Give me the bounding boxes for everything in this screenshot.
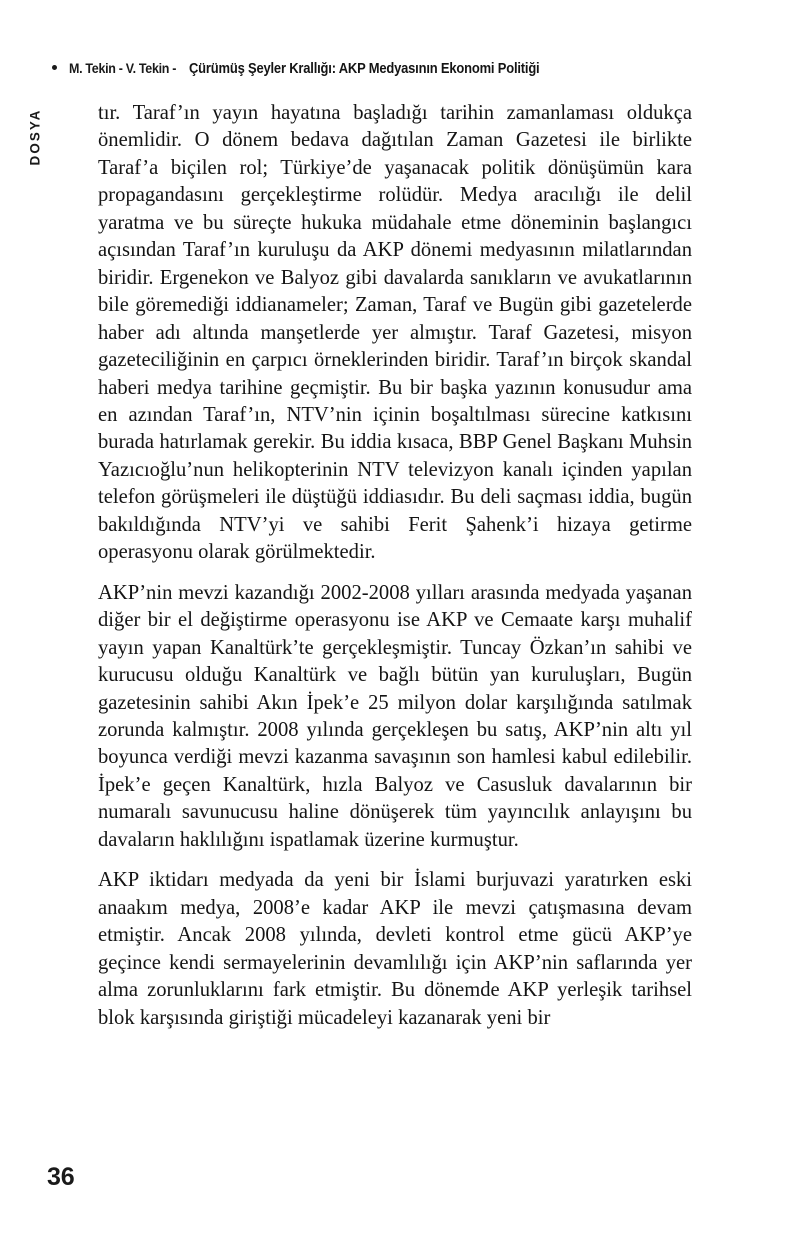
body-paragraph: AKP iktidarı medyada da yeni bir İslami burjuvazi yaratırken eski anaakım medya, 2008’e kadar AKP ile mevzi çatışmasına devam etmiştir. Ancak 2008 yılında, devleti kontrol etme gücü AKP’ye geçince kendi sermayelerinin devamlılığı için AKP’nin saflarında yer alma zorunluklarını fark etmiştir. Bu dönemde AKP yerleşik tarihsel blok karşısında giriştiği mücadeleyi kazanarak yeni bir: [98, 869, 692, 1029]
header-authors: M. Tekin - V. Tekin -: [69, 61, 177, 77]
body-text-column: [98, 100, 692, 1032]
bullet-dot-icon: [52, 65, 57, 70]
body-paragraph: tır. Taraf’ın yayın hayatına başladığı tarihin zamanlaması oldukça önemlidir. O dönem bedava dağıtılan Zaman Gazetesi ile birlikte Taraf’a biçilen rol; Türkiye’de yaşanacak politik dönüşümün kara propagandasını gerçekleştirme rolüdür. Medya aracılığı ile delil yaratma ve bu süreçte hukuka müdahale etme döneminin başlangıcı açısından Taraf’ın kuruluşu da AKP dönemi medyasının milatlarından biridir. Ergenekon ve Balyoz gibi davalarda sanıkların ve avukatlarının bile göremediği iddianameler; Zaman, Taraf ve Bugün gibi gazetelerde haber adı altında manşetlerde yer almıştır. Taraf Gazetesi, misyon gazeteciliğinin en çarpıcı örneklerinden biridir. Taraf’ın birçok skandal haberi medya tarihine geçmiştir. Bu bir başka yazının konusudur ama en azından Taraf’ın, NTV’nin içinin boşaltılması sürecine katkısını burada hatırlamak gerekir. Bu iddia kısaca, BBP Genel Başkanı Muhsin Yazıcıoğlu’nun helikopterinin NTV televizyon kanalı içinden yapılan telefon görüşmeleri ile düştüğü iddiasıdır. Bu deli saçması iddia, bugün bakıldığında NTV’yi ve sahibi Ferit Şahenk’i hizaya getirme operasyonu olarak görülmektedir.: [98, 102, 692, 564]
body-paragraph: AKP’nin mevzi kazandığı 2002-2008 yılları arasında medyada yaşanan diğer bir el değiştirme operasyonu ise AKP ve Cemaate karşı muhalif yayın yapan Kanaltürk’te gerçekleşmiştir. Tuncay Özkan’ın sahibi ve kurucusu olduğu Kanaltürk ve bağlı bütün yan kuruluşları, Bugün gazetesinin sahibi Akın İpek’e 25 milyon dolar karşılığında satılmak zorunda kalmıştır. 2008 yılında gerçekleşen bu satış, AKP’nin altı yıl boyunca verdiği mevzi kazanma savaşının son hamlesi kabul edilebilir. İpek’e geçen Kanaltürk, hızla Balyoz ve Casusluk davalarının bir numaralı savunucusu haline dönüşerek tüm yayıncılık anlayışını bu davaların haklılığını ispatlamak üzerine kurmuştur.: [98, 581, 692, 851]
running-header: [52, 61, 578, 77]
section-tab-label: DOSYA: [27, 108, 43, 166]
section-tab: [24, 92, 46, 182]
page-number: 36: [47, 1163, 75, 1191]
header-article-title: Çürümüş Şeyler Krallığı: AKP Medyasının Ekonomi Politiği: [188, 61, 540, 77]
